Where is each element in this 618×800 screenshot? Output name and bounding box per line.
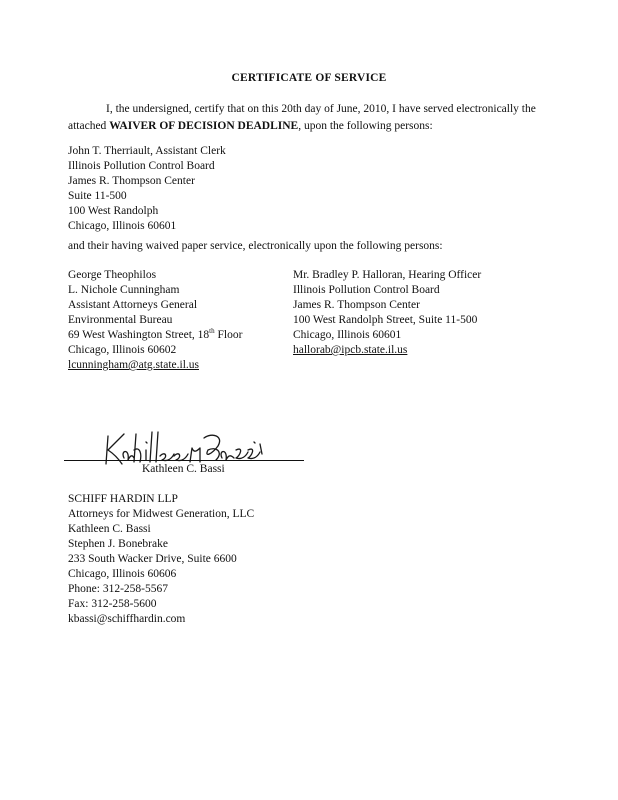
address-line: Chicago, Illinois 60602 — [68, 344, 177, 356]
address-line: James R. Thompson Center — [68, 175, 195, 187]
address-line: Chicago, Illinois 60601 — [68, 220, 177, 232]
firm-line: Kathleen C. Bassi — [68, 523, 151, 535]
firm-line: SCHIFF HARDIN LLP — [68, 493, 178, 505]
signature-line — [64, 460, 304, 461]
street-address-line: 69 West Washington Street, 18th Floor — [68, 327, 243, 341]
address-line: 100 West Randolph Street, Suite 11-500 — [293, 314, 478, 326]
address-line: Assistant Attorneys General — [68, 299, 198, 311]
firm-line: 233 South Wacker Drive, Suite 6600 — [68, 553, 237, 565]
primary-recipient-address — [68, 144, 226, 234]
email-link-cunningham[interactable]: lcunningham@atg.state.il.us — [68, 359, 199, 371]
address-line: James R. Thompson Center — [293, 299, 420, 311]
address-line: L. Nichole Cunningham — [68, 284, 180, 296]
certificate-title: CERTIFICATE OF SERVICE — [231, 72, 387, 84]
firm-line: Attorneys for Midwest Generation, LLC — [68, 508, 255, 520]
address-line: Environmental Bureau — [68, 314, 173, 326]
address-line: Chicago, Illinois 60601 — [293, 329, 402, 341]
certification-text-before: I, the undersigned, certify that on this 20th day of June, 2010, I have served electronically the attached — [68, 103, 536, 132]
firm-signature-block — [68, 492, 254, 627]
email-link-halloran[interactable]: hallorab@ipcb.state.il.us — [293, 344, 408, 356]
firm-email: kbassi@schiffhardin.com — [68, 613, 186, 625]
right-recipient-address — [293, 268, 481, 358]
document-title: WAIVER OF DECISION DEADLINE — [109, 120, 299, 132]
certification-paragraph — [68, 101, 558, 135]
left-recipient-address — [68, 268, 242, 373]
address-line: George Theophilos — [68, 269, 157, 281]
address-line: Mr. Bradley P. Halloran, Hearing Officer — [293, 269, 482, 281]
certification-text-after: , upon the following persons: — [298, 120, 433, 132]
firm-line: Fax: 312-258-5600 — [68, 598, 157, 610]
address-line: John T. Therriault, Assistant Clerk — [68, 145, 226, 157]
firm-line: Stephen J. Bonebrake — [68, 538, 168, 550]
address-line: Illinois Pollution Control Board — [293, 284, 440, 296]
handwritten-signature — [96, 428, 266, 468]
secondary-intro: and their having waived paper service, electronically upon the following persons: — [68, 240, 443, 252]
signatory-name: Kathleen C. Bassi — [142, 463, 225, 475]
address-line: 100 West Randolph — [68, 205, 159, 217]
firm-line: Chicago, Illinois 60606 — [68, 568, 177, 580]
firm-line: Phone: 312-258-5567 — [68, 583, 168, 595]
address-line: Illinois Pollution Control Board — [68, 160, 215, 172]
address-line: Suite 11-500 — [68, 190, 127, 202]
